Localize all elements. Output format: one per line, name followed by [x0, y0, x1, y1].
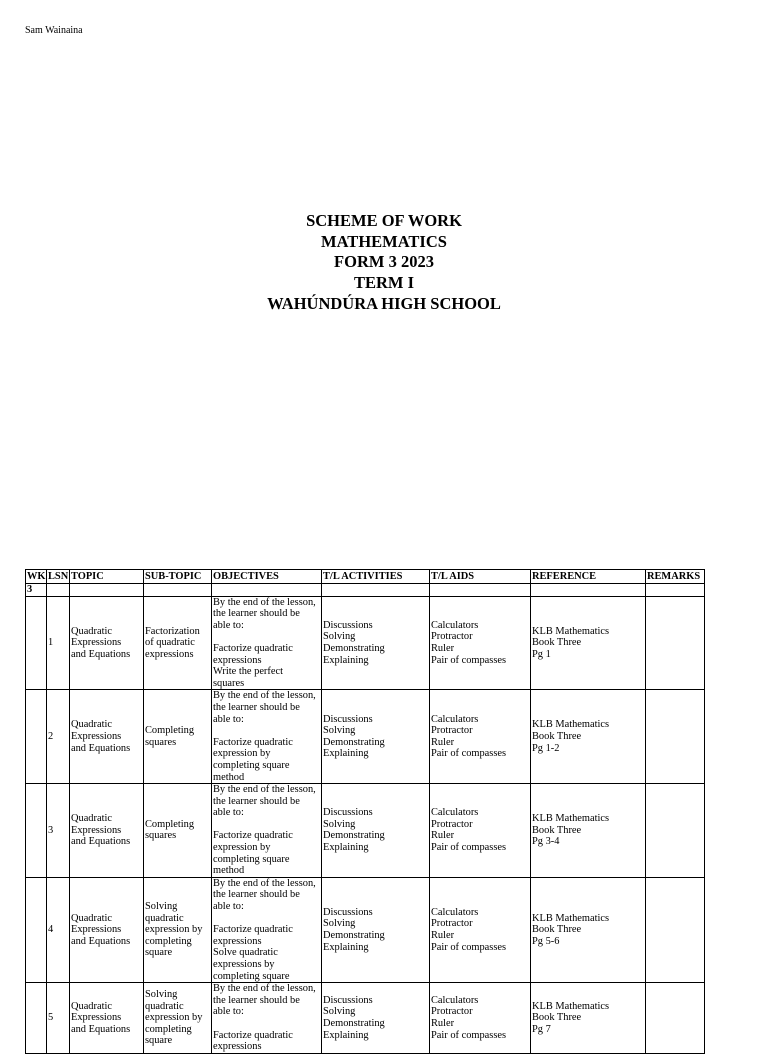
activities-cell-line: Solving [323, 725, 356, 737]
aids-cell-line: Pair of compasses [431, 941, 507, 953]
aids-cell-line: Ruler [431, 830, 455, 842]
activities-cell-line: Demonstrating [323, 642, 385, 654]
col-header-topic: TOPIC [70, 570, 144, 584]
subtopic-cell-line: square [145, 1035, 173, 1047]
subtopic-cell-line: Factorization [145, 625, 200, 637]
objective-line: Factorize quadratic [213, 642, 293, 654]
subtopic-cell-line: quadratic [145, 912, 184, 924]
topic-cell-line: Quadratic [71, 625, 112, 637]
subtopic-cell-line: square [145, 947, 173, 959]
objectives-intro-line: the learner should be [213, 795, 300, 807]
activities-cell-line: Demonstrating [323, 930, 385, 942]
activities-cell-line: Demonstrating [323, 1017, 385, 1029]
objectives-intro-line: By the end of the lesson, [213, 983, 316, 995]
objectives-intro-line: the learner should be [213, 889, 300, 901]
topic-cell [70, 877, 144, 982]
reference-cell [531, 596, 646, 690]
subtopic-cell [144, 877, 212, 982]
topic-cell-line: Quadratic [71, 912, 112, 924]
subtopic-cell-line: squares [145, 830, 177, 842]
topic-cell-line: Quadratic [71, 1000, 112, 1012]
reference-cell-line: Pg 1 [532, 648, 551, 660]
objectives-intro-line: able to: [213, 807, 244, 819]
reference-cell-line: Pg 3-4 [532, 836, 560, 848]
subtopic-cell-line: Solving [145, 901, 178, 913]
objective-line: completing square [213, 970, 290, 982]
objective-line: expressions [213, 654, 262, 666]
activities-cell [322, 784, 430, 878]
reference-cell-line: Book Three [532, 637, 582, 649]
activities-cell-line: Solving [323, 818, 356, 830]
title-line-3: FORM 3 2023 [334, 252, 434, 272]
objective-line: Factorize quadratic [213, 830, 293, 842]
empty-cell [47, 584, 70, 597]
subtopic-cell-line: expression by [145, 924, 203, 936]
topic-cell [70, 690, 144, 784]
topic-cell-line: Expressions [71, 1012, 122, 1024]
aids-cell [430, 690, 531, 784]
subtopic-cell [144, 690, 212, 784]
objective-line: expressions by [213, 959, 275, 970]
activities-cell-line: Solving [323, 1006, 356, 1018]
reference-cell-line: KLB Mathematics [532, 625, 610, 637]
objectives-cell [212, 784, 322, 878]
week-cell [26, 784, 47, 878]
subtopic-cell-line: expressions [145, 648, 194, 660]
reference-cell-line: Book Three [532, 1012, 582, 1024]
aids-cell-line: Protractor [431, 1006, 473, 1018]
aids-cell-line: Ruler [431, 736, 455, 748]
empty-cell [531, 584, 646, 597]
lesson-number: 2 [47, 690, 70, 784]
week-cell [26, 877, 47, 982]
reference-cell-line: Book Three [532, 824, 582, 836]
objective-line: Factorize quadratic [213, 924, 293, 936]
activities-cell-line: Demonstrating [323, 830, 385, 842]
reference-cell [531, 690, 646, 784]
objectives-intro-line: the learner should be [213, 701, 300, 713]
reference-cell [531, 784, 646, 878]
week-cell [26, 596, 47, 690]
aids-cell-line: Protractor [431, 725, 473, 737]
objective-line: method [213, 865, 245, 877]
activities-cell [322, 983, 430, 1054]
subtopic-cell-line: expression by [145, 1012, 203, 1024]
topic-cell-line: and Equations [71, 836, 131, 848]
aids-cell-line: Ruler [431, 642, 455, 654]
objective-line: Write the perfect [213, 666, 283, 678]
aids-cell [430, 983, 531, 1054]
col-header-activities: T/L ACTIVITIES [322, 570, 430, 584]
objectives-intro-line: the learner should be [213, 994, 300, 1006]
subtopic-cell-line: Solving [145, 988, 178, 1000]
aids-cell-line: Pair of compasses [431, 748, 507, 760]
remarks-cell [646, 784, 705, 878]
objective-line: completing square [213, 759, 290, 771]
objective-line: completing square [213, 853, 290, 865]
objectives-intro-line: able to: [213, 1006, 244, 1018]
reference-cell-line: Pg 1-2 [532, 742, 560, 754]
activities-cell-line: Explaining [323, 748, 369, 760]
subtopic-cell [144, 784, 212, 878]
objective-line: Factorize quadratic [213, 736, 293, 748]
topic-cell [70, 784, 144, 878]
objective-line: method [213, 771, 245, 783]
objectives-intro-line: able to: [213, 713, 244, 725]
topic-cell [70, 983, 144, 1054]
objectives-intro-line: able to: [213, 619, 244, 631]
aids-cell [430, 877, 531, 982]
table-header-row [26, 570, 705, 584]
activities-cell-line: Demonstrating [323, 736, 385, 748]
objective-line: expressions [213, 1041, 262, 1053]
aids-cell-line: Ruler [431, 930, 455, 942]
activities-cell-line: Explaining [323, 842, 369, 854]
reference-cell-line: Book Three [532, 730, 582, 742]
objectives-spacer [213, 819, 320, 831]
reference-cell-line: Pg 7 [532, 1023, 551, 1035]
objectives-intro-line: By the end of the lesson, [213, 877, 316, 889]
lesson-number: 1 [47, 596, 70, 690]
col-header-remarks: REMARKS [646, 570, 705, 584]
week-number: 3 [26, 584, 47, 597]
col-header-reference: REFERENCE [531, 570, 646, 584]
objectives-cell [212, 983, 322, 1054]
objectives-spacer [213, 913, 320, 925]
reference-cell-line: KLB Mathematics [532, 1000, 610, 1012]
activities-cell-line: Discussions [323, 713, 373, 725]
week-row [26, 584, 705, 597]
activities-cell-line: Solving [323, 918, 356, 930]
table-row [26, 690, 705, 784]
topic-cell-line: and Equations [71, 648, 131, 660]
subtopic-cell-line: of quadratic [145, 637, 195, 649]
table-row [26, 784, 705, 878]
reference-cell-line: Book Three [532, 924, 582, 936]
empty-cell [70, 584, 144, 597]
aids-cell-line: Pair of compasses [431, 654, 507, 666]
objective-line: Factorize quadratic [213, 1029, 293, 1041]
subtopic-cell-line: Completing [145, 725, 195, 737]
topic-cell-line: Quadratic [71, 813, 112, 825]
activities-cell [322, 877, 430, 982]
subtopic-cell-line: completing [145, 935, 192, 947]
title-line-1: SCHEME OF WORK [306, 211, 462, 230]
remarks-cell [646, 877, 705, 982]
remarks-cell [646, 690, 705, 784]
topic-cell-line: Expressions [71, 924, 122, 936]
objectives-cell [212, 596, 322, 690]
col-header-objectives: OBJECTIVES [212, 570, 322, 584]
table-row [26, 877, 705, 982]
title-line-5: WAHÚNDÚRA HIGH SCHOOL [267, 293, 501, 313]
col-header-aids: T/L AIDS [430, 570, 531, 584]
lesson-number: 4 [47, 877, 70, 982]
activities-cell-line: Explaining [323, 1029, 369, 1041]
reference-cell-line: KLB Mathematics [532, 719, 610, 731]
table-row [26, 983, 705, 1054]
objectives-cell [212, 877, 322, 982]
subtopic-cell [144, 596, 212, 690]
aids-cell-line: Protractor [431, 631, 473, 643]
col-header-wk: WK [27, 570, 46, 582]
subtopic-cell-line: squares [145, 736, 177, 748]
reference-cell [531, 877, 646, 982]
topic-cell-line: Quadratic [71, 719, 112, 731]
objective-line: expressions [213, 935, 262, 947]
topic-cell-line: and Equations [71, 1023, 131, 1035]
aids-cell-line: Calculators [431, 619, 479, 631]
document-title [0, 211, 768, 315]
topic-cell-line: and Equations [71, 935, 131, 947]
topic-cell-line: Expressions [71, 637, 122, 649]
objectives-intro-line: the learner should be [213, 608, 300, 620]
aids-cell-line: Calculators [431, 906, 479, 918]
aids-cell-line: Pair of compasses [431, 1029, 507, 1041]
aids-cell-line: Pair of compasses [431, 842, 507, 854]
objective-line: expression by [213, 842, 271, 854]
objectives-intro-line: By the end of the lesson, [213, 784, 316, 796]
activities-cell-line: Discussions [323, 994, 373, 1006]
subtopic-cell-line: completing [145, 1023, 192, 1035]
activities-cell-line: Discussions [323, 619, 373, 631]
empty-cell [322, 584, 430, 597]
objectives-spacer [213, 631, 320, 643]
aids-cell [430, 784, 531, 878]
objective-line: expression by [213, 748, 271, 760]
col-header-lsn: LSN [48, 570, 69, 582]
activities-cell-line: Explaining [323, 654, 369, 666]
lesson-number: 3 [47, 784, 70, 878]
aids-cell-line: Protractor [431, 918, 473, 930]
week-cell [26, 690, 47, 784]
aids-cell-line: Calculators [431, 807, 479, 819]
remarks-cell [646, 983, 705, 1054]
week-cell [26, 983, 47, 1054]
reference-cell-line: KLB Mathematics [532, 813, 610, 825]
aids-cell-line: Protractor [431, 818, 473, 830]
empty-cell [646, 584, 705, 597]
lesson-number: 5 [47, 983, 70, 1054]
activities-cell-line: Discussions [323, 906, 373, 918]
title-line-4: TERM I [353, 273, 415, 293]
topic-cell-line: and Equations [71, 742, 131, 754]
objectives-intro-line: By the end of the lesson, [213, 690, 316, 702]
objectives-cell [212, 690, 322, 784]
empty-cell [430, 584, 531, 597]
subtopic-cell-line: Completing [145, 818, 195, 830]
aids-cell [430, 596, 531, 690]
empty-cell [144, 584, 212, 597]
topic-cell-line: Expressions [71, 730, 122, 742]
table-row [26, 596, 705, 690]
empty-cell [212, 584, 322, 597]
author-name: Sam Wainaina [25, 25, 83, 36]
col-header-subtopic: SUB-TOPIC [144, 570, 212, 584]
objectives-intro-line: By the end of the lesson, [213, 596, 316, 608]
activities-cell-line: Discussions [323, 807, 373, 819]
activities-cell-line: Solving [323, 631, 356, 643]
remarks-cell [646, 596, 705, 690]
aids-cell-line: Calculators [431, 713, 479, 725]
objective-line: Solve quadratic [213, 947, 278, 959]
subtopic-cell-line: quadratic [145, 1000, 184, 1012]
reference-cell-line: KLB Mathematics [532, 912, 610, 924]
topic-cell [70, 596, 144, 690]
activities-cell-line: Explaining [323, 941, 369, 953]
activities-cell [322, 596, 430, 690]
objective-line: squares [213, 677, 245, 689]
scheme-table [25, 569, 705, 1054]
reference-cell-line: Pg 5-6 [532, 935, 560, 947]
topic-cell-line: Expressions [71, 824, 122, 836]
reference-cell [531, 983, 646, 1054]
title-line-2: MATHEMATICS [321, 231, 447, 251]
objectives-intro-line: able to: [213, 901, 244, 913]
objectives-spacer [213, 725, 320, 737]
activities-cell [322, 690, 430, 784]
aids-cell-line: Calculators [431, 994, 479, 1006]
subtopic-cell [144, 983, 212, 1054]
aids-cell-line: Ruler [431, 1017, 455, 1029]
